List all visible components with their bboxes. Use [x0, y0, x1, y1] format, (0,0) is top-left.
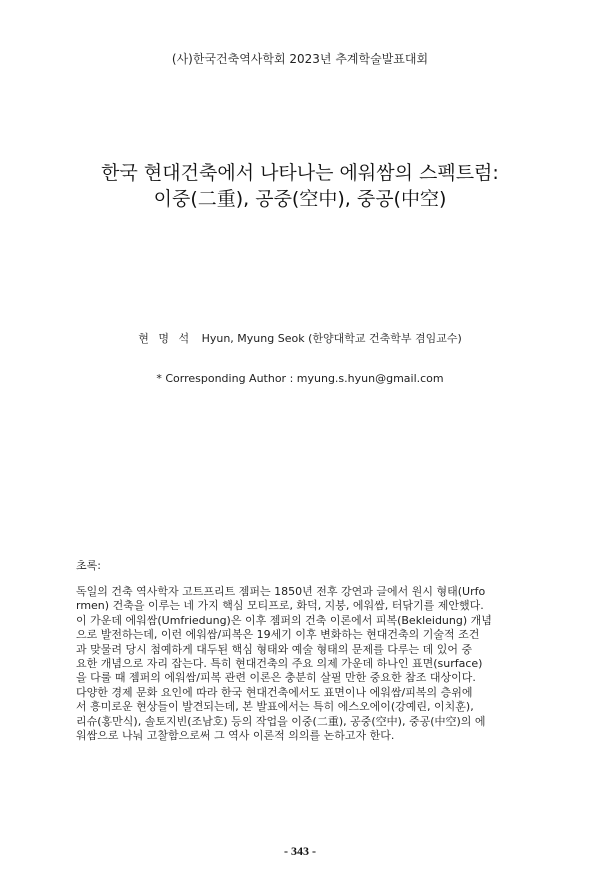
abstract-line: 독일의 건축 역사학자 고트프리트 젬퍼는 1850년 전후 강연과 글에서 원시 형태(Urfo: [76, 585, 486, 598]
abstract-line: 서 흥미로운 현상들이 발견되는데, 본 발표에서는 특히 에스오에이(강예린, 이치훈),: [76, 700, 474, 714]
abstract-line: 워쌈으로 나눠 고찰함으로써 그 역사 이론적 의의를 논하고자 한다.: [76, 729, 395, 743]
author-line: [0, 330, 600, 346]
abstract-line: rmen) 건축을 이루는 네 가지 핵심 모티프로, 화덕, 지붕, 에워쌈, 터닦기를 제안했다.: [76, 599, 484, 613]
abstract-label: 초록:: [76, 559, 101, 572]
abstract-line: 이 가운데 에워쌈(Umfriedung)은 이후 젬퍼의 건축 이론에서 피복(Bekleidung) 개념: [76, 613, 492, 627]
title-line-1: 한국 현대건축에서 나타나는 에워쌈의 스펙트럼:: [101, 162, 499, 184]
author-korean-name: 현 명 석: [138, 332, 193, 345]
title-line-2: 이중(二重), 공중(空中), 중공(中空): [153, 188, 447, 210]
author-affiliation: (한양대학교 건축학부 겸임교수): [308, 332, 462, 345]
abstract-body: [76, 585, 526, 743]
abstract-line: 다양한 경제 문화 요인에 따라 한국 현대건축에서도 표면이나 에워쌈/피복의 층위에: [76, 685, 473, 699]
page-number: - 343 -: [284, 844, 316, 858]
abstract-line: 을 다룰 때 젬퍼의 에워쌈/피복 관련 이론은 충분히 살필 만한 중요한 참조 대상이다.: [76, 671, 476, 685]
abstract-line: 으로 발전하는데, 이런 에워쌈/피복은 19세기 이후 변화하는 현대건축의 기술적 조건: [76, 628, 480, 642]
abstract-line: 요한 개념으로 자리 잡는다. 특히 현대건축의 주요 의제 가운데 하나인 표면(surface): [76, 657, 483, 671]
abstract-line: 리슈(홍만식), 솔토지빈(조남호) 등의 작업을 이중(二重), 공중(空中), 중공(中空)의 에: [76, 714, 486, 728]
abstract-line: 과 맞물려 당시 첨예하게 대두된 핵심 형태와 예술 형태의 문제를 다루는 데 있어 중: [76, 642, 473, 656]
conference-header: (사)한국건축역사학회 2023년 추계학술발표대회: [171, 52, 429, 66]
paper-title: [40, 160, 560, 212]
author-english-name: Hyun, Myung Seok: [201, 332, 305, 345]
corresponding-author: * Corresponding Author : myung.s.hyun@gmail.com: [156, 372, 444, 385]
